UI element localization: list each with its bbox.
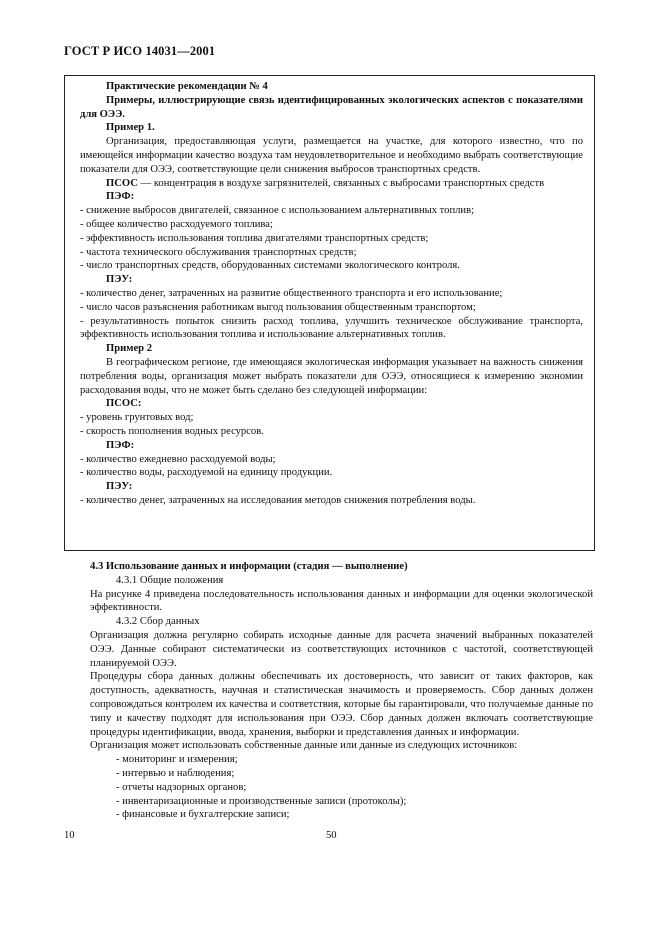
example2-text: В географическом регионе, где имеющаяся экологическая информация указывает на важность снижения потребления воды, организация может выбрать показатели для ОЭЭ, относящиеся к измерению экономии расходования воды, что не может быть сделано без следующей информации:: [80, 356, 583, 396]
box-title: Практические рекомендации № 4: [106, 81, 268, 92]
list-item: - мониторинг и измерения;: [116, 754, 238, 766]
main-text: [64, 560, 595, 822]
recommendation-content: [64, 80, 595, 508]
list-item: - инвентаризационные и производственные записи (протоколы);: [116, 795, 407, 807]
box-subtitle: Примеры, иллюстрирующие связь идентифицированных экологических аспектов с показателями для ОЭЭ.: [80, 94, 583, 120]
pef2-label: ПЭФ:: [106, 439, 135, 451]
section-title: 4.3 Использование данных и информации (стадия — выполнение): [90, 561, 408, 572]
psos1-paragraph: [80, 177, 583, 191]
pef1-item: - общее количество расходуемого топлива;: [80, 218, 273, 230]
peu1-item: - результативность попыток снизить расход топлива, улучшить техническое обслуживание транспорта, эффективность использования топлива и использование альтернативных топлив.: [80, 315, 583, 341]
peu1-item: - количество денег, затраченных на развитие общественного транспорта и его использование;: [80, 287, 503, 299]
psos2-item: - скорость пополнения водных ресурсов.: [80, 425, 264, 437]
pef1-item: - эффективность использования топлива двигателями транспортных средств;: [80, 232, 429, 244]
psos1-label: ПСОС: [106, 177, 138, 189]
subsection-4-3-1: 4.3.1 Общие положения: [116, 574, 224, 586]
paragraph: На рисунке 4 приведена последовательность использования данных и информации для оценки экологической эффективности.: [90, 588, 593, 614]
page-number-center: 50: [326, 830, 337, 841]
example1-title: Пример 1.: [106, 122, 155, 134]
pef2-item: - количество ежедневно расходуемой воды;: [80, 453, 276, 465]
page-number-left: 10: [64, 830, 75, 841]
psos2-item: - уровень грунтовых вод;: [80, 412, 194, 424]
peu1-label: ПЭУ:: [106, 274, 133, 286]
list-item: - интервью и наблюдения;: [116, 767, 235, 779]
example2-title: Пример 2: [106, 343, 152, 355]
list-item: - финансовые и бухгалтерские записи;: [116, 809, 290, 821]
peu2-item: - количество денег, затраченных на исследования методов снижения потребления воды.: [80, 494, 476, 506]
peu1-item: - число часов разъяснения работникам выгод пользования общественным транспортом;: [80, 301, 476, 313]
paragraph: Процедуры сбора данных должны обеспечивать их достоверность, что зависит от таких факторов, как доступность, адекватность, научная и статистическая значимость и проверяемость. Сбор данных должен сопровождаться контролем их качества и соответствия, которые бы гарантировали, что получаемые данные по типу и качеству подходят для использования при ОЭЭ. Сбор данных должен включать соответствующие процедуры идентификации, ввода, хранения, выборки и представления данных и информации.: [90, 671, 593, 738]
peu2-label: ПЭУ:: [106, 481, 133, 493]
paragraph: Организация может использовать собственные данные или данные из следующих источников:: [90, 740, 518, 752]
subsection-4-3-2: 4.3.2 Сбор данных: [116, 616, 200, 628]
paragraph: Организация должна регулярно собирать исходные данные для расчета значений выбранных показателей ОЭЭ. Данные собирают систематически из соответствующих источников с частотой, соответствующей планируемой ОЭЭ.: [90, 629, 593, 669]
list-item: - отчеты надзорных органов;: [116, 781, 247, 793]
psos2-label: ПСОС:: [106, 398, 142, 410]
pef1-item: - снижение выбросов двигателей, связанное с использованием альтернативных топлив;: [80, 205, 475, 217]
example1-text: Организация, предоставляющая услуги, размещается на участке, для которого известно, что по имеющейся информации качество воздуха там неудовлетворительное и необходимо выбрать соответствующие показатели для ОЭЭ, соответствующие цели снижения выбросов транспортных средств.: [80, 136, 583, 175]
pef1-item: - число транспортных средств, оборудованных системами экологического контроля.: [80, 260, 460, 272]
pef2-item: - количество воды, расходуемой на единицу продукции.: [80, 467, 333, 479]
document-header: ГОСТ Р ИСО 14031—2001: [64, 44, 216, 58]
psos1-text: — концентрация в воздухе загрязнителей, связанных с выбросами транспортных средств: [137, 177, 545, 189]
pef1-label: ПЭФ:: [106, 191, 135, 203]
pef1-item: - частота технического обслуживания транспортных средств;: [80, 246, 357, 258]
